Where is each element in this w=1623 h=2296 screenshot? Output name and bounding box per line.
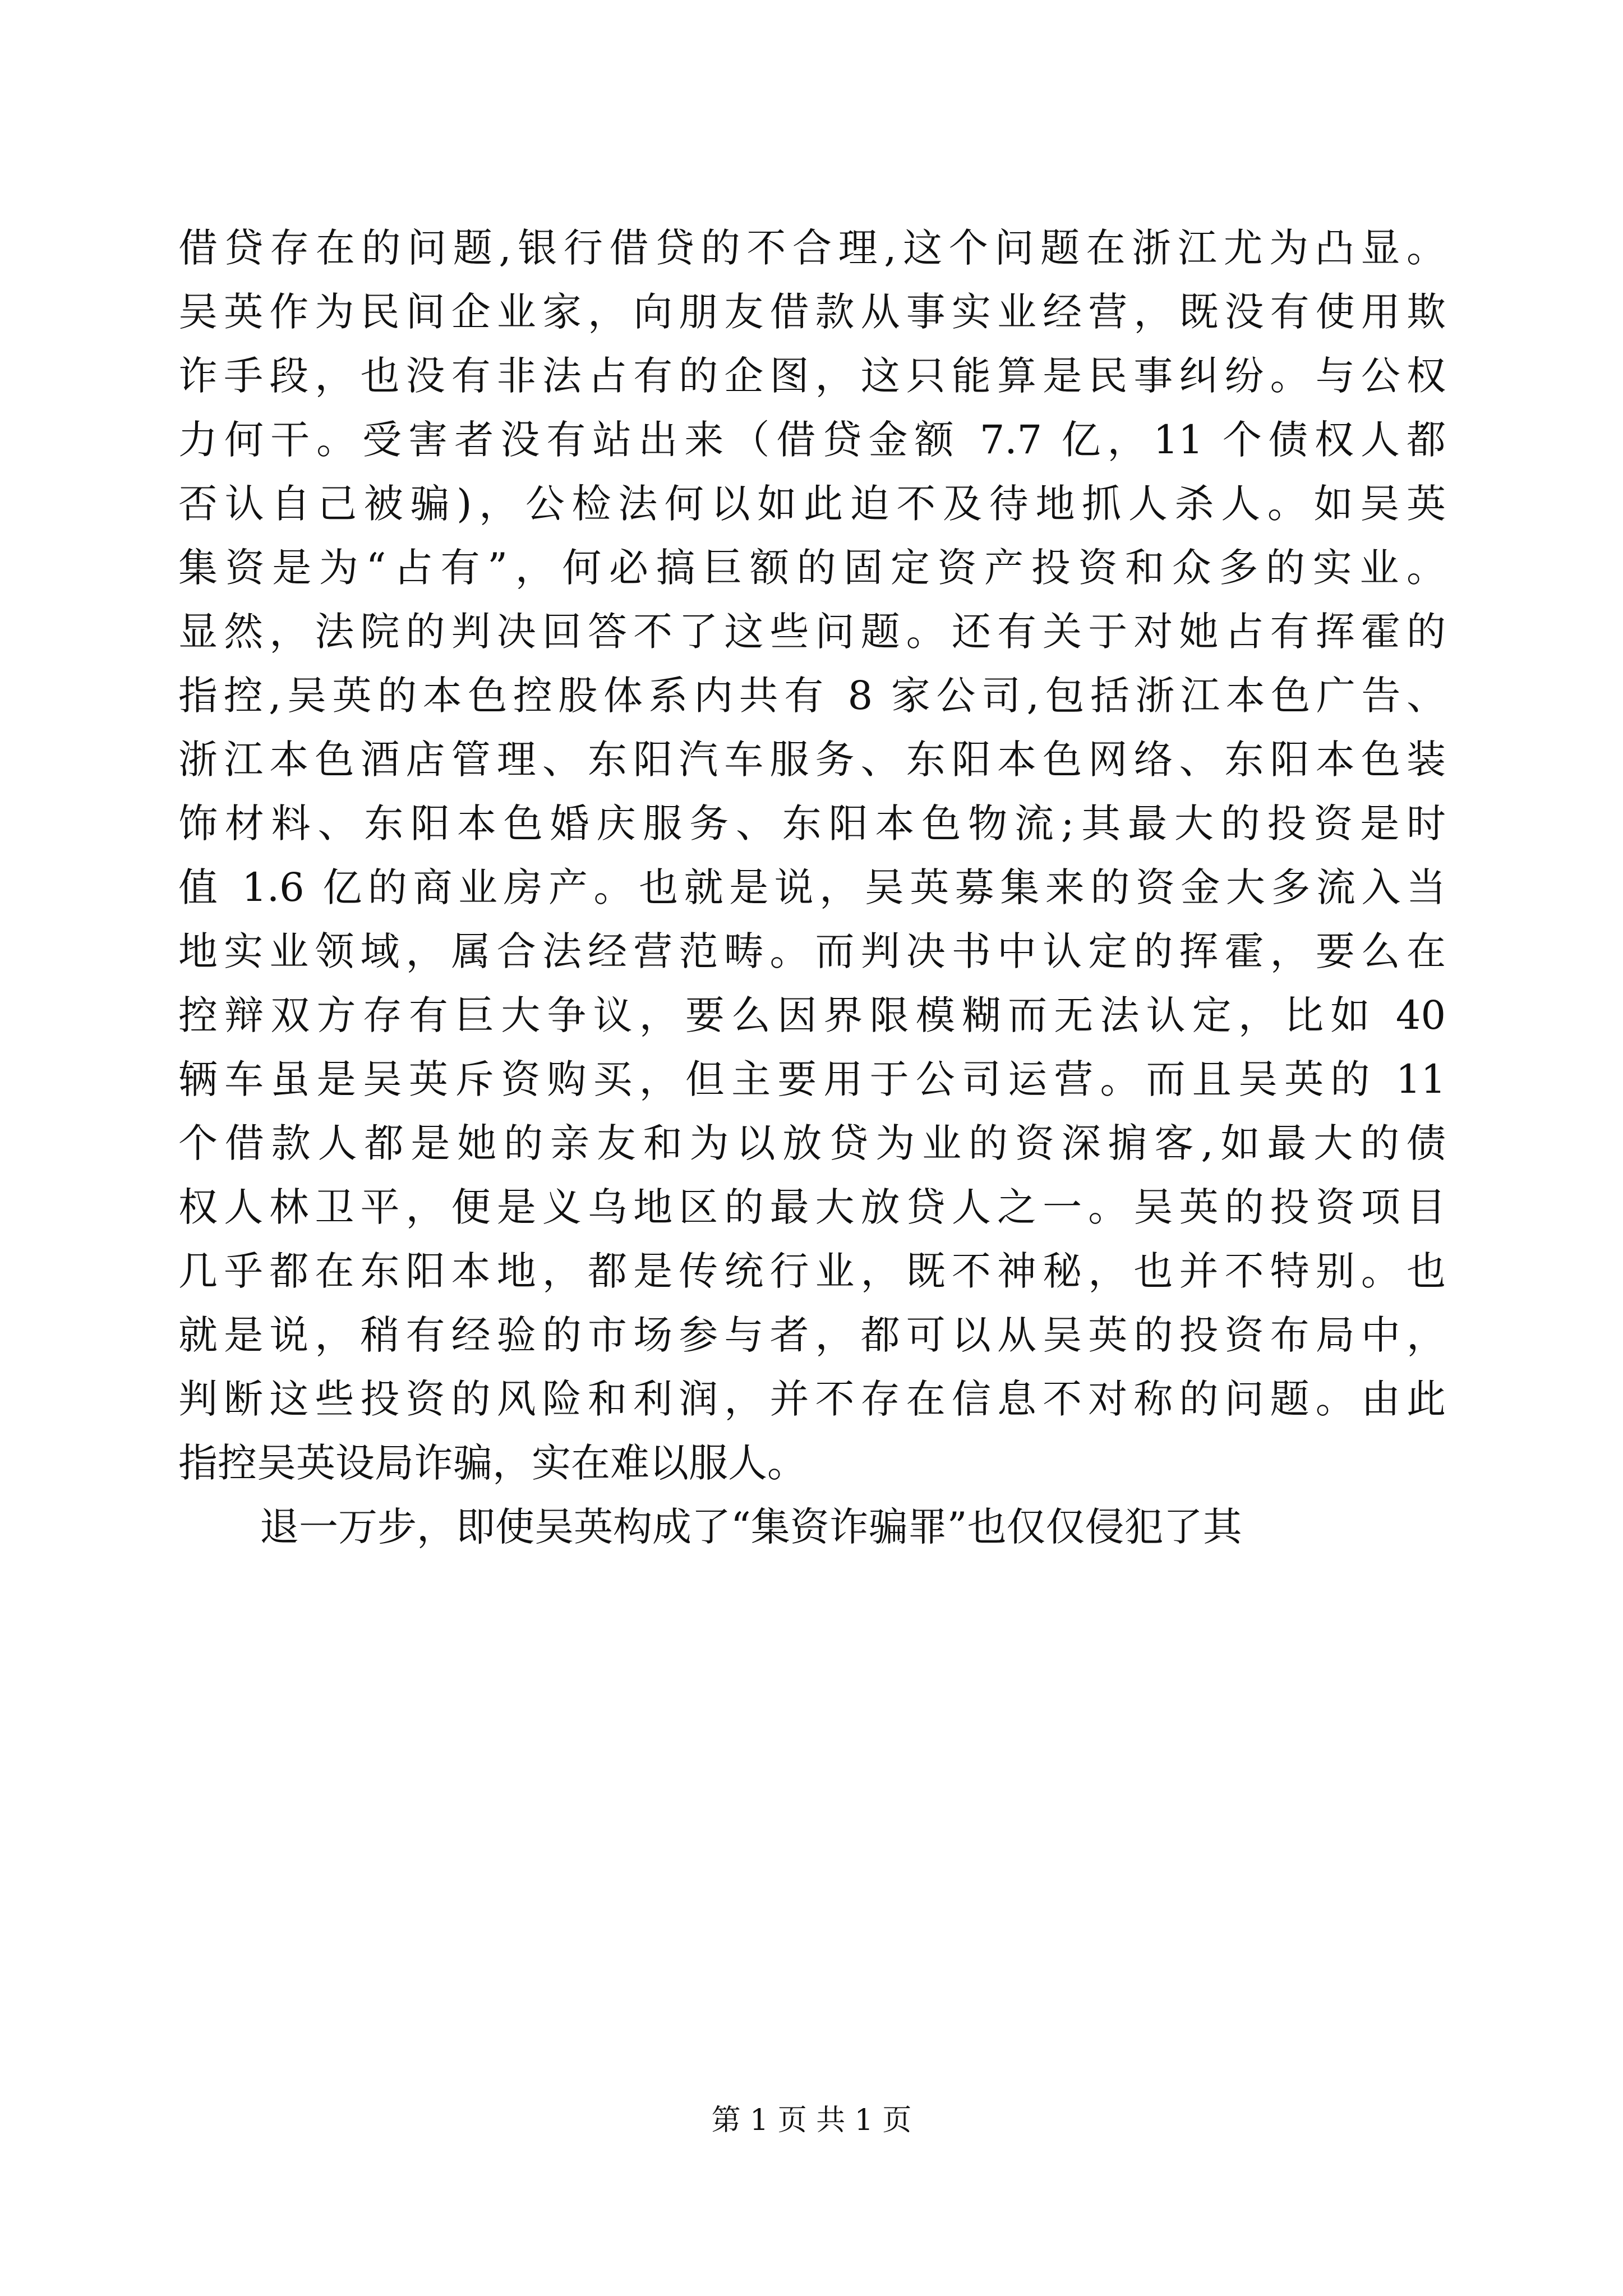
page-number-label: 第 1 页 共 1 页 — [711, 2104, 912, 2137]
text-line: 浙江本色酒店管理、东阳汽车服务、东阳本色网络、东阳本色装 — [178, 737, 1446, 783]
text-line: 借贷存在的问题,银行借贷的不合理,这个问题在浙江尤为凸显。 — [178, 225, 1446, 271]
text-line: 力何干。受害者没有站出来（借贷金额 7.7 亿，11 个债权人都 — [178, 417, 1446, 463]
body-text — [178, 216, 1446, 1559]
text-line: 辆车虽是吴英斥资购买，但主要用于公司运营。而且吴英的 11 — [178, 1056, 1446, 1102]
paragraph-start-line: 退一万步，即使吴英构成了“集资诈骗罪”也仅仅侵犯了其 — [260, 1504, 1242, 1550]
text-line: 吴英作为民间企业家，向朋友借款从事实业经营，既没有使用欺 — [178, 289, 1446, 335]
page-footer — [0, 2101, 1623, 2140]
text-line: 判断这些投资的风险和利润，并不存在信息不对称的问题。由此 — [178, 1376, 1446, 1422]
text-line: 指控,吴英的本色控股体系内共有 8 家公司,包括浙江本色广告、 — [178, 673, 1446, 719]
text-line: 就是说，稍有经验的市场参与者，都可以从吴英的投资布局中， — [178, 1312, 1446, 1358]
text-line: 否认自己被骗)，公检法何以如此迫不及待地抓人杀人。如吴英 — [178, 481, 1446, 527]
text-line: 诈手段，也没有非法占有的企图，这只能算是民事纠纷。与公权 — [178, 353, 1446, 399]
text-line: 指控吴英设局诈骗，实在难以服人。 — [178, 1440, 806, 1486]
text-line: 值 1.6 亿的商业房产。也就是说，吴英募集来的资金大多流入当 — [178, 864, 1446, 910]
text-line: 个借款人都是她的亲友和为以放贷为业的资深掮客,如最大的债 — [178, 1120, 1446, 1166]
text-line: 集资是为“占有”，何必搞巨额的固定资产投资和众多的实业。 — [178, 545, 1446, 591]
text-line: 饰材料、东阳本色婚庆服务、东阳本色物流;其最大的投资是时 — [178, 800, 1446, 846]
text-line: 控辩双方存有巨大争议，要么因界限模糊而无法认定，比如 40 — [178, 992, 1446, 1038]
text-line: 地实业领域，属合法经营范畴。而判决书中认定的挥霍，要么在 — [178, 928, 1446, 974]
text-line: 几乎都在东阳本地，都是传统行业，既不神秘，也并不特别。也 — [178, 1248, 1446, 1294]
text-line: 权人林卫平，便是义乌地区的最大放贷人之一。吴英的投资项目 — [178, 1184, 1446, 1230]
text-line: 显然，法院的判决回答不了这些问题。还有关于对她占有挥霍的 — [178, 609, 1446, 655]
